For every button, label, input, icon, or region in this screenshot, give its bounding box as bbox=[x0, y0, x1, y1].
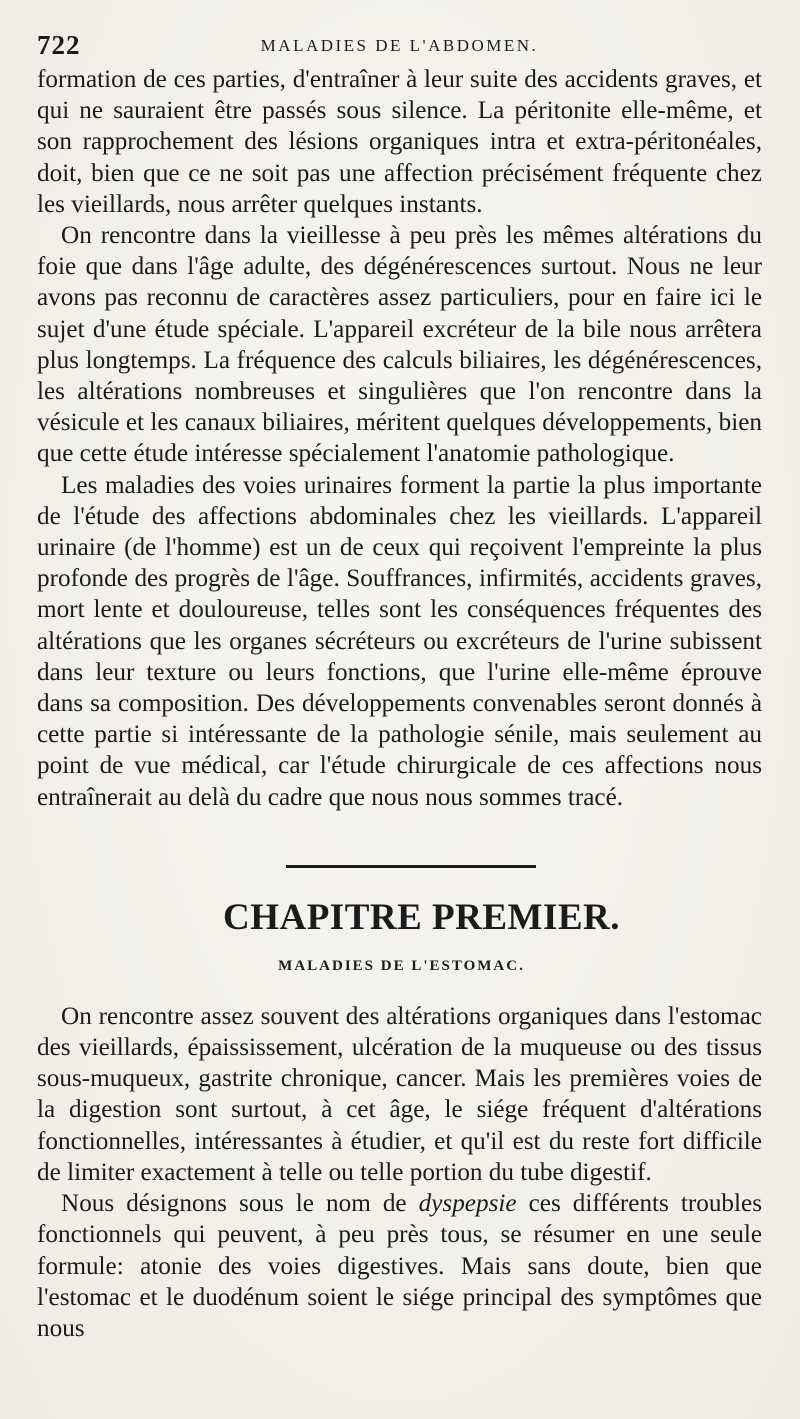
page-number: 722 bbox=[37, 30, 81, 60]
chapter-title: CHAPITRE PREMIER. bbox=[222, 896, 621, 938]
term-dyspepsie: dyspepsie bbox=[418, 1190, 517, 1218]
body-text-top bbox=[37, 64, 762, 813]
paragraph-dyspepsie bbox=[37, 1188, 762, 1344]
paragraph-foie: On rencontre dans la vieillesse à peu près les mêmes altérations du foie que dans l'âge adulte, des dégénérescences surtout. Nous ne leur avons pas reconnu de caractères assez particuliers, pour en faire ici le sujet d'une étude spéciale. L'appareil excréteur de la bile nous arrêtera plus longtemps. La fréquence des calculs biliaires, les dégénérescences, les altérations nombreuses et singulières que l'on rencontre dans la vésicule et les canaux biliaires, méritent quelques développements, bien que cette étude intéresse spécialement l'anatomie pathologique. bbox=[37, 222, 762, 468]
horizontal-rule bbox=[286, 865, 536, 868]
section-title: MALADIES DE L'ESTOMAC. bbox=[278, 957, 525, 974]
paragraph-voies-urinaires: Les maladies des voies urinaires forment la partie la plus importante de l'étude des affections abdominales chez les vieillards. L'appareil urinaire (de l'homme) est un de ceux qui reçoivent l'empreinte la plus profonde des progrès de l'âge. Souffrances, infirmités, accidents graves, mort lente et douloureuse, telles sont les conséquences fréquentes des altérations que les organes sécréteurs ou excréteurs de l'urine subissent dans leur texture ou leurs fonctions, que l'urine elle-même éprouve dans sa composition. Des développements convenables seront donnés à cette partie si intéressante de la pathologie sénile, mais seulement au point de vue médical, car l'étude chirurgicale de ces affections nous entraînerait au delà du cadre que nous nous sommes tracé. bbox=[37, 471, 762, 811]
paragraph-continued: formation de ces parties, d'entraîner à leur suite des accidents graves, et qui ne sauraient être passés sous silence. La péritonite elle-même, et son rapprochement des lésions organiques intra et extra-péritonéales, doit, bien que ce ne soit pas une affection précisément fréquente chez les vieillards, nous arrêter quelques instants. bbox=[37, 66, 762, 218]
dyspepsie-lead: Nous désignons sous le nom de bbox=[61, 1190, 419, 1218]
running-title: MALADIES DE L'ABDOMEN. bbox=[260, 36, 539, 55]
separator bbox=[37, 813, 762, 893]
body-text-bottom bbox=[37, 1001, 762, 1344]
paragraph-estomac: On rencontre assez souvent des altérations organiques dans l'estomac des vieillards, épaississement, ulcération de la muqueuse ou des tissus sous-muqueux, gastrite chronique, cancer. Mais les premières voies de la digestion sont surtout, à cet âge, le siége fréquent d'altérations fonctionnelles, intéressantes à étudier, et qu'il est du reste fort difficile de limiter exactement à telle ou telle portion du tube digestif. bbox=[37, 1002, 762, 1186]
running-head bbox=[37, 28, 762, 64]
dyspepsie-rest: ces différents troubles fonctionnels qui peuvent, à peu près tous, se résumer en une seule formule: atonie des voies digestives. Mais sans doute, bien que l'estomac et le duodénum soient le siége principal des symptômes que nous bbox=[37, 1190, 763, 1342]
